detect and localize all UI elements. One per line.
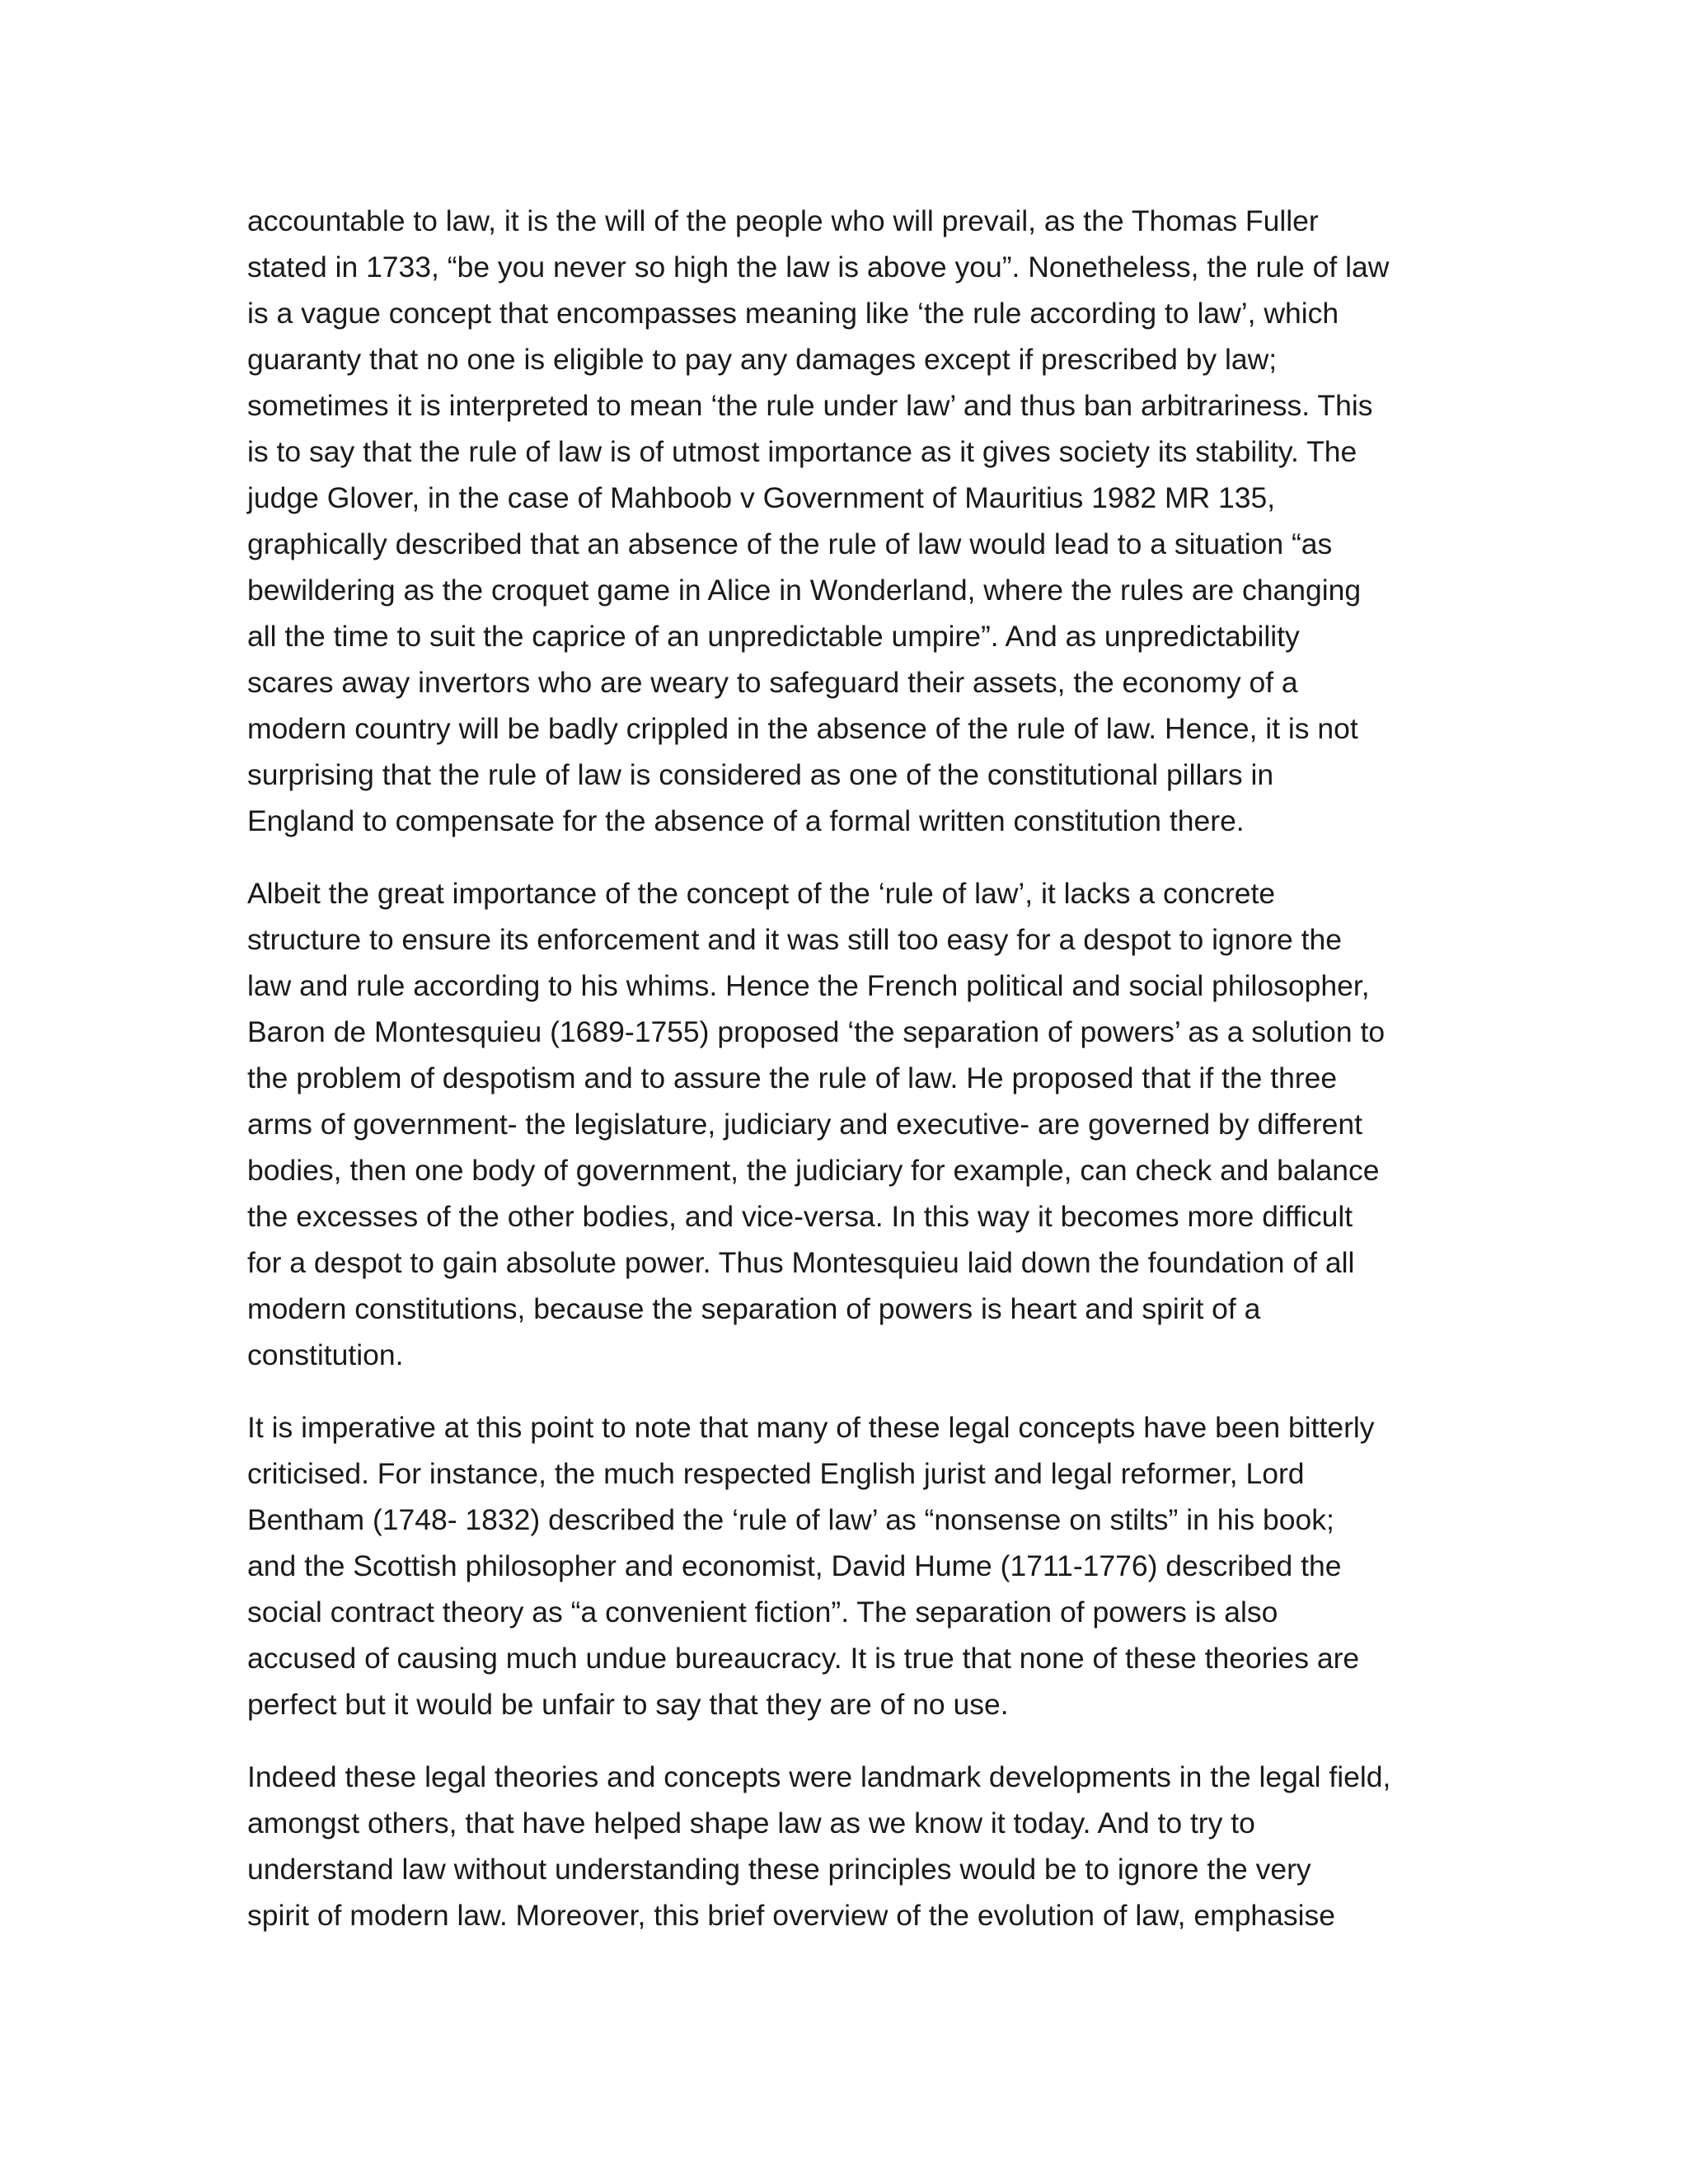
text-line: modern constitutions, because the separation of powers is heart and spirit of a (247, 1292, 1261, 1325)
text-line: social contract theory as “a convenient fiction”. The separation of powers is also (247, 1596, 1278, 1629)
text-line: guaranty that no one is eligible to pay any damages except if prescribed by law; (247, 343, 1278, 376)
text-line: judge Glover, in the case of Mahboob v Government of Mauritius 1982 MR 135, (247, 481, 1276, 514)
text-line: for a despot to gain absolute power. Thus Montesquieu laid down the foundation of all (247, 1246, 1355, 1279)
text-line: is to say that the rule of law is of utmost importance as it gives society its stability. The (247, 435, 1357, 468)
text-line: accountable to law, it is the will of the people who will prevail, as the Thomas Fuller (247, 204, 1319, 237)
text-line: amongst others, that have helped shape law as we know it today. And to try to (247, 1807, 1255, 1840)
text-line: law and rule according to his whims. Hence the French political and social philosopher, (247, 969, 1370, 1002)
text-line: modern country will be badly crippled in the absence of the rule of law. Hence, it is not (247, 712, 1358, 745)
text-line: constitution. (247, 1338, 404, 1371)
text-line: stated in 1733, “be you never so high the law is above you”. Nonetheless, the rule of law (247, 251, 1390, 284)
text-line: bodies, then one body of government, the judiciary for example, can check and balance (247, 1154, 1380, 1187)
text-line: bewildering as the croquet game in Alice in Wonderland, where the rules are changing (247, 574, 1362, 607)
text-line: arms of government- the legislature, judiciary and executive- are governed by different (247, 1108, 1363, 1141)
text-line: sometimes it is interpreted to mean ‘the rule under law’ and thus ban arbitrariness. This (247, 389, 1373, 422)
text-line: spirit of modern law. Moreover, this brief overview of the evolution of law, emphasise (247, 1899, 1336, 1932)
text-line: Baron de Montesquieu (1689-1755) proposed ‘the separation of powers’ as a solution to (247, 1015, 1386, 1048)
document-body (247, 198, 1467, 1938)
paragraph-1 (247, 198, 1467, 844)
paragraph-2 (247, 870, 1467, 1378)
text-line: It is imperative at this point to note that many of these legal concepts have been bitterly (247, 1411, 1375, 1444)
paragraph-3 (247, 1404, 1467, 1727)
text-line: the problem of despotism and to assure the rule of law. He proposed that if the three (247, 1062, 1338, 1094)
text-line: structure to ensure its enforcement and it was still too easy for a despot to ignore the (247, 923, 1343, 956)
text-line: and the Scottish philosopher and economist, David Hume (1711-1776) described the (247, 1549, 1342, 1582)
text-line: Albeit the great importance of the concept of the ‘rule of law’, it lacks a concrete (247, 877, 1276, 910)
text-line: understand law without understanding these principles would be to ignore the very (247, 1853, 1311, 1886)
text-line: perfect but it would be unfair to say that they are of no use. (247, 1688, 1009, 1721)
text-line: Indeed these legal theories and concepts were landmark developments in the legal field, (247, 1760, 1391, 1793)
text-line: is a vague concept that encompasses meaning like ‘the rule according to law’, which (247, 297, 1339, 330)
text-line: all the time to suit the caprice of an unpredictable umpire”. And as unpredictability (247, 620, 1300, 653)
text-line: scares away invertors who are weary to safeguard their assets, the economy of a (247, 666, 1298, 699)
text-line: the excesses of the other bodies, and vice-versa. In this way it becomes more difficult (247, 1200, 1353, 1233)
text-line: England to compensate for the absence of a formal written constitution there. (247, 804, 1245, 837)
paragraph-4 (247, 1754, 1467, 1938)
text-line: accused of causing much undue bureaucracy. It is true that none of these theories are (247, 1642, 1360, 1675)
text-line: criticised. For instance, the much respected English jurist and legal reformer, Lord (247, 1457, 1305, 1490)
text-line: graphically described that an absence of the rule of law would lead to a situation “as (247, 527, 1333, 560)
text-line: Bentham (1748- 1832) described the ‘rule of law’ as “nonsense on stilts” in his book; (247, 1503, 1334, 1536)
text-line: surprising that the rule of law is considered as one of the constitutional pillars in (247, 758, 1274, 791)
